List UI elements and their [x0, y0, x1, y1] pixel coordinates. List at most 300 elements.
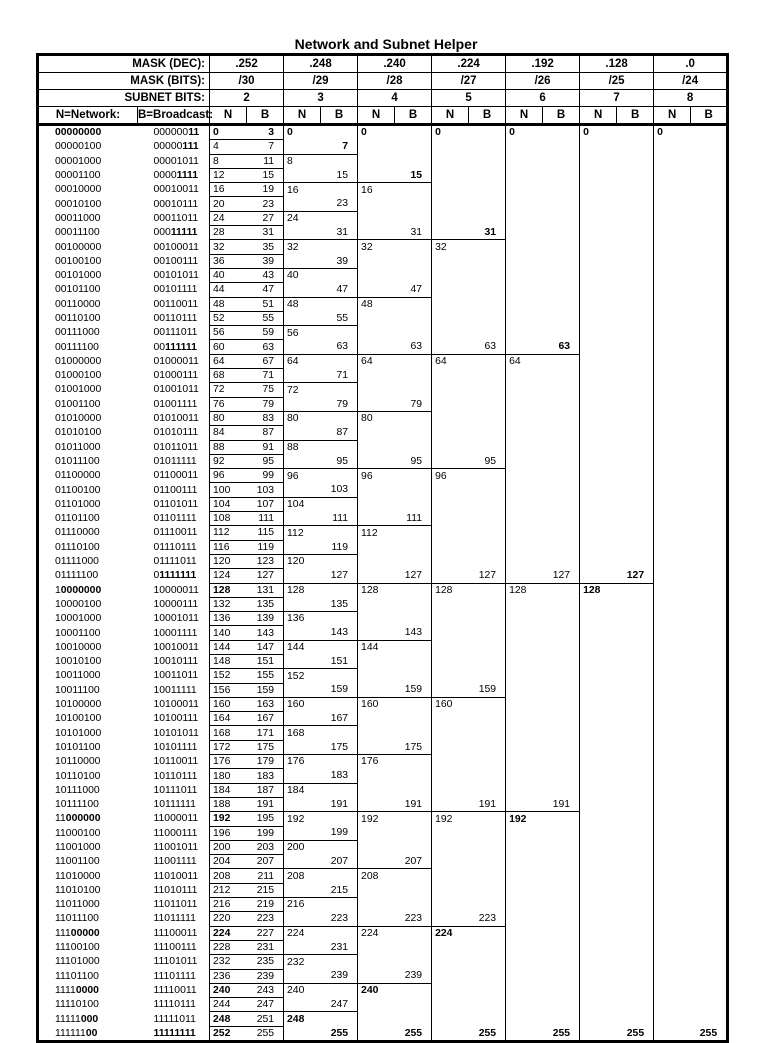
- broadcast-value: 247: [321, 998, 358, 1012]
- network-value: [506, 654, 543, 668]
- broadcast-value: 215: [247, 883, 284, 897]
- broadcast-value: [691, 540, 728, 554]
- network-value: [284, 140, 321, 154]
- broadcast-binary: 11101111: [153, 970, 196, 982]
- broadcast-binary: 01111111: [153, 570, 197, 582]
- broadcast-value: [617, 268, 654, 282]
- broadcast-binary: 01101111: [153, 513, 197, 525]
- broadcast-value: [543, 469, 580, 483]
- network-value: [506, 540, 543, 554]
- network-value: [506, 926, 543, 940]
- broadcast-value: [691, 783, 728, 797]
- mask-bits-26: /26: [506, 73, 580, 90]
- broadcast-value: 47: [247, 283, 284, 297]
- broadcast-value: [321, 1012, 358, 1026]
- broadcast-value: [617, 554, 654, 568]
- network-value: [654, 411, 691, 425]
- network-value: [432, 940, 469, 954]
- subnet-bits-5: 5: [432, 90, 506, 107]
- network-value: 80: [210, 411, 247, 425]
- network-value: [284, 826, 321, 840]
- broadcast-value: [543, 583, 580, 597]
- broadcast-value: 35: [247, 240, 284, 254]
- broadcast-binary: 01110111: [153, 541, 197, 553]
- table-row: [38, 183, 728, 197]
- network-binary: 00000100: [55, 141, 102, 153]
- broadcast-value: [691, 583, 728, 597]
- broadcast-value: [469, 426, 506, 440]
- network-value: [654, 740, 691, 754]
- table-row: [38, 697, 728, 711]
- broadcast-value: [543, 426, 580, 440]
- network-value: [432, 640, 469, 654]
- network-value: [358, 454, 395, 468]
- network-value: [654, 254, 691, 268]
- network-value: [580, 183, 617, 197]
- broadcast-value: [691, 211, 728, 225]
- table-row: [38, 712, 728, 726]
- table-row: [38, 469, 728, 483]
- broadcast-value: [395, 154, 432, 168]
- network-value: [654, 612, 691, 626]
- broadcast-value: [617, 383, 654, 397]
- network-value: 44: [210, 283, 247, 297]
- network-value: [580, 955, 617, 969]
- network-value: [506, 297, 543, 311]
- network-value: [506, 612, 543, 626]
- network-value: [506, 940, 543, 954]
- broadcast-binary: 00111111: [153, 341, 197, 353]
- network-value: 80: [358, 411, 395, 425]
- network-value: [580, 554, 617, 568]
- broadcast-value: [469, 311, 506, 325]
- network-value: 216: [284, 898, 321, 912]
- network-value: 112: [358, 526, 395, 540]
- network-value: 160: [210, 697, 247, 711]
- network-value: [580, 969, 617, 983]
- network-value: 208: [210, 869, 247, 883]
- network-value: 8: [210, 154, 247, 168]
- network-value: [654, 512, 691, 526]
- broadcast-value: [543, 898, 580, 912]
- network-value: [432, 1026, 469, 1041]
- broadcast-value: [321, 955, 358, 969]
- broadcast-value: 27: [247, 211, 284, 225]
- broadcast-value: [617, 755, 654, 769]
- network-binary: 11000100: [55, 827, 101, 839]
- network-value: [506, 454, 543, 468]
- network-value: 64: [506, 354, 543, 368]
- network-value: 112: [210, 526, 247, 540]
- network-value: 180: [210, 769, 247, 783]
- table-row: [38, 597, 728, 611]
- broadcast-value: [321, 526, 358, 540]
- network-value: 160: [358, 697, 395, 711]
- network-value: 168: [210, 726, 247, 740]
- broadcast-value: 55: [247, 311, 284, 325]
- network-value: 220: [210, 912, 247, 926]
- network-value: [654, 369, 691, 383]
- network-value: [506, 426, 543, 440]
- broadcast-value: 255: [691, 1026, 728, 1041]
- network-value: 192: [284, 812, 321, 826]
- broadcast-value: [469, 640, 506, 654]
- network-value: [432, 597, 469, 611]
- broadcast-value: [469, 669, 506, 683]
- b-col-header: B: [247, 107, 284, 125]
- network-value: 128: [580, 583, 617, 597]
- network-value: [432, 440, 469, 454]
- broadcast-value: [321, 383, 358, 397]
- network-value: [506, 326, 543, 340]
- network-value: [358, 497, 395, 511]
- network-value: [654, 326, 691, 340]
- mask-dec-label: MASK (DEC):: [38, 55, 210, 73]
- broadcast-value: [691, 797, 728, 811]
- table-row: [38, 1026, 728, 1041]
- broadcast-value: [543, 869, 580, 883]
- broadcast-value: [543, 783, 580, 797]
- broadcast-legend: B=Broadcast:: [138, 107, 210, 125]
- broadcast-value: 79: [395, 397, 432, 411]
- network-value: [284, 654, 321, 668]
- network-value: [654, 755, 691, 769]
- network-value: 248: [284, 1012, 321, 1026]
- table-row: [38, 983, 728, 997]
- n-col-header: N: [284, 107, 321, 125]
- broadcast-value: [543, 512, 580, 526]
- table-row: [38, 383, 728, 397]
- network-binary: 11001100: [55, 856, 100, 868]
- broadcast-value: [469, 654, 506, 668]
- network-binary: 11101100: [55, 970, 99, 982]
- network-value: 88: [210, 440, 247, 454]
- network-value: 100: [210, 483, 247, 497]
- network-value: 80: [284, 411, 321, 425]
- table-row: [38, 783, 728, 797]
- broadcast-binary: 00100011: [153, 241, 199, 253]
- network-binary: 00000000: [55, 127, 102, 139]
- network-value: 0: [580, 125, 617, 140]
- broadcast-value: 39: [247, 254, 284, 268]
- broadcast-value: [543, 840, 580, 854]
- network-value: [506, 597, 543, 611]
- broadcast-value: [691, 397, 728, 411]
- network-value: [506, 640, 543, 654]
- broadcast-value: [617, 797, 654, 811]
- network-value: [358, 326, 395, 340]
- network-value: 40: [284, 268, 321, 282]
- broadcast-value: [395, 554, 432, 568]
- broadcast-value: [543, 983, 580, 997]
- broadcast-value: [469, 626, 506, 640]
- broadcast-value: 127: [543, 569, 580, 583]
- broadcast-value: 63: [395, 340, 432, 354]
- broadcast-value: [617, 469, 654, 483]
- broadcast-value: [395, 783, 432, 797]
- broadcast-value: 191: [247, 797, 284, 811]
- network-value: [580, 712, 617, 726]
- broadcast-value: [691, 483, 728, 497]
- broadcast-value: [395, 712, 432, 726]
- network-value: [284, 1026, 321, 1041]
- network-value: [654, 697, 691, 711]
- broadcast-binary: 11110111: [153, 999, 196, 1011]
- broadcast-value: [543, 998, 580, 1012]
- broadcast-binary: 00110011: [153, 298, 199, 310]
- broadcast-value: [617, 983, 654, 997]
- network-value: [654, 540, 691, 554]
- network-value: [284, 254, 321, 268]
- broadcast-value: [469, 883, 506, 897]
- broadcast-value: [469, 397, 506, 411]
- network-value: [506, 483, 543, 497]
- broadcast-value: [617, 612, 654, 626]
- broadcast-binary: 10110111: [153, 770, 198, 782]
- broadcast-value: [543, 268, 580, 282]
- broadcast-value: [543, 812, 580, 826]
- network-value: 8: [284, 154, 321, 168]
- network-value: [432, 797, 469, 811]
- broadcast-value: [469, 483, 506, 497]
- broadcast-value: [395, 254, 432, 268]
- broadcast-value: 15: [247, 168, 284, 182]
- broadcast-value: [321, 154, 358, 168]
- network-binary: 11111000: [55, 1013, 99, 1025]
- network-binary: 11001000: [55, 841, 101, 853]
- broadcast-value: [691, 940, 728, 954]
- network-value: 4: [210, 140, 247, 154]
- table-row: [38, 869, 728, 883]
- broadcast-value: [395, 726, 432, 740]
- table-row: [38, 268, 728, 282]
- broadcast-value: 231: [247, 940, 284, 954]
- broadcast-value: [617, 697, 654, 711]
- broadcast-value: [617, 840, 654, 854]
- network-value: [432, 612, 469, 626]
- network-value: [358, 483, 395, 497]
- network-value: [580, 211, 617, 225]
- network-value: [506, 797, 543, 811]
- broadcast-value: [469, 769, 506, 783]
- broadcast-value: 127: [247, 569, 284, 583]
- broadcast-binary: 00110111: [153, 313, 198, 324]
- broadcast-value: 251: [247, 1012, 284, 1026]
- network-value: [284, 540, 321, 554]
- network-value: [506, 311, 543, 325]
- broadcast-value: [691, 240, 728, 254]
- network-value: [432, 512, 469, 526]
- network-value: [654, 240, 691, 254]
- network-value: 156: [210, 683, 247, 697]
- network-value: [432, 983, 469, 997]
- broadcast-value: 207: [395, 855, 432, 869]
- broadcast-value: [395, 211, 432, 225]
- broadcast-value: [617, 440, 654, 454]
- subnet-bits-row: [38, 90, 728, 107]
- broadcast-value: [691, 125, 728, 140]
- broadcast-value: 167: [321, 712, 358, 726]
- broadcast-value: [321, 440, 358, 454]
- network-value: [654, 683, 691, 697]
- broadcast-binary: 11101011: [153, 956, 198, 968]
- network-value: [580, 397, 617, 411]
- broadcast-value: [469, 354, 506, 368]
- network-binary: 00011000: [55, 212, 101, 224]
- broadcast-value: [691, 998, 728, 1012]
- broadcast-value: [691, 597, 728, 611]
- network-value: [358, 855, 395, 869]
- network-value: 48: [358, 297, 395, 311]
- network-value: [654, 197, 691, 211]
- table-row: [38, 240, 728, 254]
- subnet-bits-4: 4: [358, 90, 432, 107]
- broadcast-value: 51: [247, 297, 284, 311]
- broadcast-value: 71: [321, 369, 358, 383]
- broadcast-value: [321, 354, 358, 368]
- broadcast-value: [617, 512, 654, 526]
- table-row: [38, 898, 728, 912]
- broadcast-value: 43: [247, 268, 284, 282]
- broadcast-value: [617, 354, 654, 368]
- broadcast-binary: 00000111: [153, 141, 199, 153]
- network-value: [580, 440, 617, 454]
- broadcast-value: 143: [247, 626, 284, 640]
- broadcast-value: [543, 411, 580, 425]
- network-value: 56: [210, 326, 247, 340]
- table-row: [38, 940, 728, 954]
- network-value: [284, 483, 321, 497]
- network-value: [580, 326, 617, 340]
- network-value: 140: [210, 626, 247, 640]
- network-value: [432, 554, 469, 568]
- broadcast-value: 39: [321, 254, 358, 268]
- network-value: [654, 226, 691, 240]
- broadcast-value: [469, 297, 506, 311]
- subnet-bits-6: 6: [506, 90, 580, 107]
- broadcast-value: 147: [247, 640, 284, 654]
- broadcast-value: 175: [321, 740, 358, 754]
- network-value: [432, 669, 469, 683]
- broadcast-value: [321, 726, 358, 740]
- broadcast-value: [395, 640, 432, 654]
- network-value: [284, 168, 321, 182]
- broadcast-value: [691, 740, 728, 754]
- table-row: [38, 640, 728, 654]
- network-value: [358, 197, 395, 211]
- broadcast-value: [617, 955, 654, 969]
- network-value: 200: [210, 840, 247, 854]
- network-value: 32: [358, 240, 395, 254]
- broadcast-value: [395, 983, 432, 997]
- broadcast-value: 7: [247, 140, 284, 154]
- network-value: [506, 840, 543, 854]
- broadcast-value: [469, 712, 506, 726]
- table-row: [38, 955, 728, 969]
- broadcast-value: [321, 554, 358, 568]
- broadcast-value: [543, 683, 580, 697]
- broadcast-value: 127: [617, 569, 654, 583]
- network-binary: 10100000: [55, 699, 102, 711]
- broadcast-value: [321, 640, 358, 654]
- network-value: [358, 154, 395, 168]
- broadcast-value: [469, 898, 506, 912]
- network-value: [580, 1012, 617, 1026]
- broadcast-value: [543, 669, 580, 683]
- broadcast-value: [617, 769, 654, 783]
- network-value: [506, 769, 543, 783]
- network-binary: 00101100: [55, 284, 101, 296]
- network-binary: 01111100: [55, 570, 99, 582]
- broadcast-value: 143: [321, 626, 358, 640]
- broadcast-value: 215: [321, 883, 358, 897]
- mask-bits-28: /28: [358, 73, 432, 90]
- network-value: [432, 340, 469, 354]
- broadcast-value: 231: [321, 940, 358, 954]
- broadcast-value: [691, 154, 728, 168]
- broadcast-value: [691, 840, 728, 854]
- network-value: [284, 712, 321, 726]
- broadcast-binary: 10010011: [153, 641, 199, 653]
- table-row: [38, 369, 728, 383]
- broadcast-value: [543, 640, 580, 654]
- broadcast-value: [617, 969, 654, 983]
- broadcast-value: 187: [247, 783, 284, 797]
- broadcast-binary: 00010111: [153, 198, 199, 210]
- network-value: [654, 597, 691, 611]
- broadcast-value: [543, 240, 580, 254]
- table-row: [38, 540, 728, 554]
- broadcast-value: 167: [247, 712, 284, 726]
- network-value: [580, 383, 617, 397]
- broadcast-value: [395, 697, 432, 711]
- broadcast-value: [543, 211, 580, 225]
- network-value: [654, 311, 691, 325]
- broadcast-binary: 10001111: [153, 627, 198, 639]
- table-row: [38, 440, 728, 454]
- broadcast-value: [691, 340, 728, 354]
- network-legend: N=Network:: [38, 107, 138, 125]
- network-value: [580, 140, 617, 154]
- broadcast-value: [543, 654, 580, 668]
- network-value: 224: [358, 926, 395, 940]
- broadcast-value: [469, 440, 506, 454]
- broadcast-value: [469, 855, 506, 869]
- subnet-table: [36, 53, 729, 1043]
- network-value: [432, 268, 469, 282]
- broadcast-value: [617, 898, 654, 912]
- broadcast-value: [617, 1012, 654, 1026]
- network-value: [580, 483, 617, 497]
- broadcast-value: [617, 712, 654, 726]
- broadcast-value: 19: [247, 183, 284, 197]
- broadcast-value: [691, 283, 728, 297]
- network-value: [284, 569, 321, 583]
- broadcast-value: 95: [469, 454, 506, 468]
- network-value: [358, 612, 395, 626]
- mask-bits-30: /30: [210, 73, 284, 90]
- network-value: 0: [358, 125, 395, 140]
- network-value: [358, 669, 395, 683]
- broadcast-value: [617, 369, 654, 383]
- broadcast-value: [469, 512, 506, 526]
- network-value: 32: [284, 240, 321, 254]
- network-value: [654, 955, 691, 969]
- network-value: 120: [210, 554, 247, 568]
- broadcast-value: [469, 583, 506, 597]
- broadcast-value: [469, 998, 506, 1012]
- network-value: [358, 626, 395, 640]
